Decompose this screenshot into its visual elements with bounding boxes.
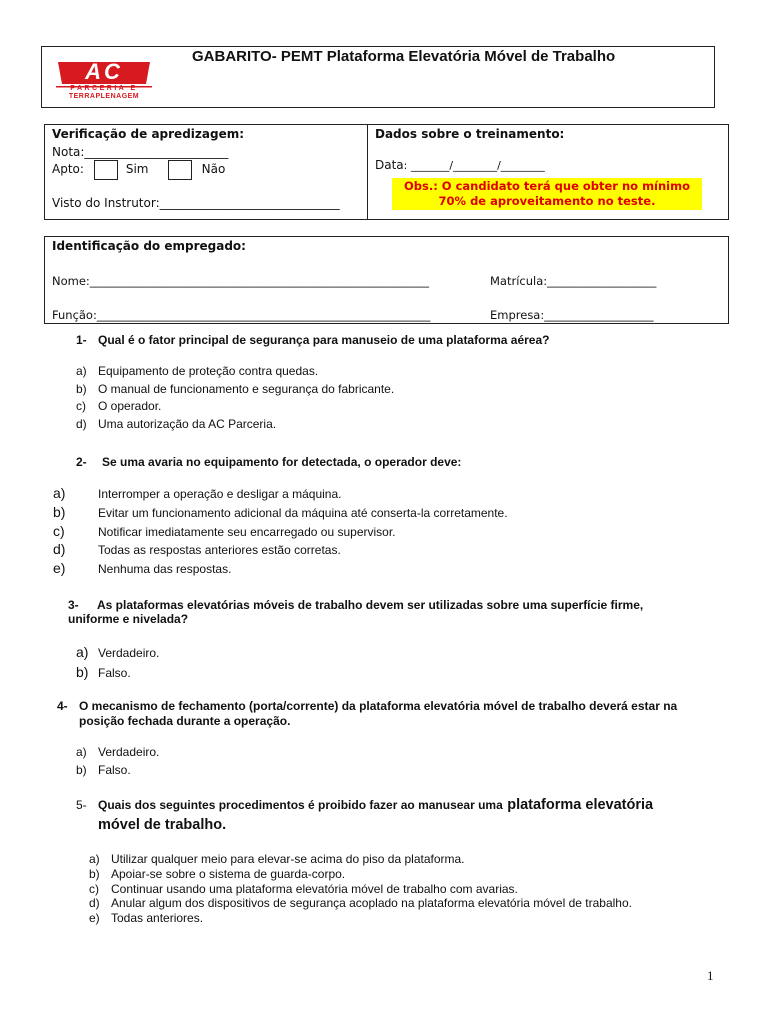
option-e[interactable]: e) Nenhuma das respostas. [53, 560, 232, 577]
question-text-line2: posição fechada durante a operação. [79, 714, 291, 728]
question-2-options [53, 485, 508, 579]
apto-label: Apto: [52, 162, 84, 176]
question-4-options [76, 744, 159, 779]
funcao-field[interactable]: Função:__________________________________________________________ [52, 308, 431, 322]
apto-row [52, 158, 225, 180]
option-c[interactable]: c) Continuar usando uma plataforma elevatória móvel de trabalho com avarias. [89, 881, 518, 896]
page-number: 1 [707, 968, 714, 983]
date-value: : _______/________/________ [403, 159, 545, 172]
option-d[interactable]: d) Uma autorização da AC Parceria. [76, 416, 277, 431]
question-5 [76, 795, 653, 835]
logo-line2: TERRAPLENAGEM [68, 93, 140, 100]
date-label: Data [375, 158, 404, 172]
option-b[interactable]: b) Evitar um funcionamento adicional da máquina até conserta-la corretamente. [53, 503, 508, 520]
question-text: Se uma avaria no equipamento for detectada, o operador deve: [102, 455, 462, 469]
option-d[interactable]: d) Todas as respostas anteriores estão corretas. [53, 541, 341, 558]
option-a[interactable]: a) Verdadeiro. [76, 745, 160, 759]
question-5-options [89, 852, 632, 926]
nao-checkbox[interactable] [168, 160, 192, 180]
question-text-line1: O mecanismo de fechamento (porta/corrente) da plataforma elevatória móvel de trabalho deverá estar na [79, 699, 678, 713]
question-1 [76, 333, 549, 347]
question-number: 1- [76, 333, 87, 347]
company-logo [56, 56, 152, 100]
question-text-line2: móvel de trabalho. [98, 817, 227, 833]
question-3 [68, 598, 643, 626]
option-b[interactable]: b) Falso. [76, 762, 131, 777]
option-c[interactable]: c) O operador. [76, 399, 162, 413]
question-text-b: plataforma elevatória [507, 797, 654, 813]
option-a[interactable]: a) Verdadeiro. [76, 644, 160, 660]
logo-main-text: AC [85, 59, 123, 84]
question-text: Qual é o fator principal de segurança para manuseio de uma plataforma aérea? [98, 333, 550, 347]
option-b[interactable]: b) Apoiar-se sobre o sistema de guarda-corpo. [89, 866, 346, 881]
option-d[interactable]: d) Anular algum dos dispositivos de segurança acoplado na plataforma elevatória móvel de trabalho. [89, 896, 632, 911]
question-text-line2: uniforme e nivelada? [68, 612, 189, 626]
nao-label: Não [201, 162, 226, 176]
question-4 [57, 699, 677, 729]
question-3-options [76, 643, 159, 683]
question-number: 5- [76, 798, 87, 812]
training-heading: Dados sobre o treinamento: [375, 127, 565, 141]
sim-checkbox[interactable] [94, 160, 118, 180]
logo-line1: PARCERIA E [70, 85, 138, 92]
question-text-line1: As plataformas elevatórias móveis de trabalho devem ser utilizadas sobre uma superfície firme, [97, 598, 644, 612]
question-2 [76, 455, 461, 469]
nome-field[interactable]: Nome:___________________________________________________________ [52, 274, 430, 288]
question-number: 4- [57, 699, 68, 713]
question-1-options [76, 363, 394, 433]
obs-note: Obs.: O candidato terá que obter no mínimo 70% de aproveitamento no teste. [392, 178, 702, 210]
option-e[interactable]: e) Todas anteriores. [89, 911, 204, 926]
verification-divider [367, 124, 368, 220]
date-field[interactable] [375, 158, 545, 172]
option-b[interactable]: b) Falso. [76, 664, 131, 680]
option-a[interactable]: a) Interromper a operação e desligar a máquina. [53, 485, 342, 501]
page-title: GABARITO- PEMT Plataforma Elevatória Móvel de Trabalho [192, 48, 616, 65]
empresa-field[interactable]: Empresa:___________________ [490, 308, 654, 322]
verification-heading: Verificação de apredizagem: [52, 127, 245, 141]
sim-label: Sim [125, 162, 149, 176]
option-c[interactable]: c) Notificar imediatamente seu encarregado ou supervisor. [53, 522, 396, 539]
option-b[interactable]: b) O manual de funcionamento e segurança do fabricante. [76, 381, 395, 396]
matricula-field[interactable]: Matrícula:___________________ [490, 274, 657, 288]
employee-heading: Identificação do empregado: [52, 239, 246, 253]
visto-field[interactable]: Visto do Instrutor:______________________________ [52, 196, 340, 210]
question-number: 3- [68, 598, 79, 612]
question-text-a: Quais dos seguintes procedimentos é proibido fazer ao manusear uma [98, 798, 503, 812]
option-a[interactable]: a) Equipamento de proteção contra quedas. [76, 364, 319, 378]
nota-field[interactable]: Nota:________________________ [52, 145, 229, 159]
option-a[interactable]: a) Utilizar qualquer meio para elevar-se acima do piso da plataforma. [89, 852, 465, 866]
question-number: 2- [76, 455, 87, 469]
